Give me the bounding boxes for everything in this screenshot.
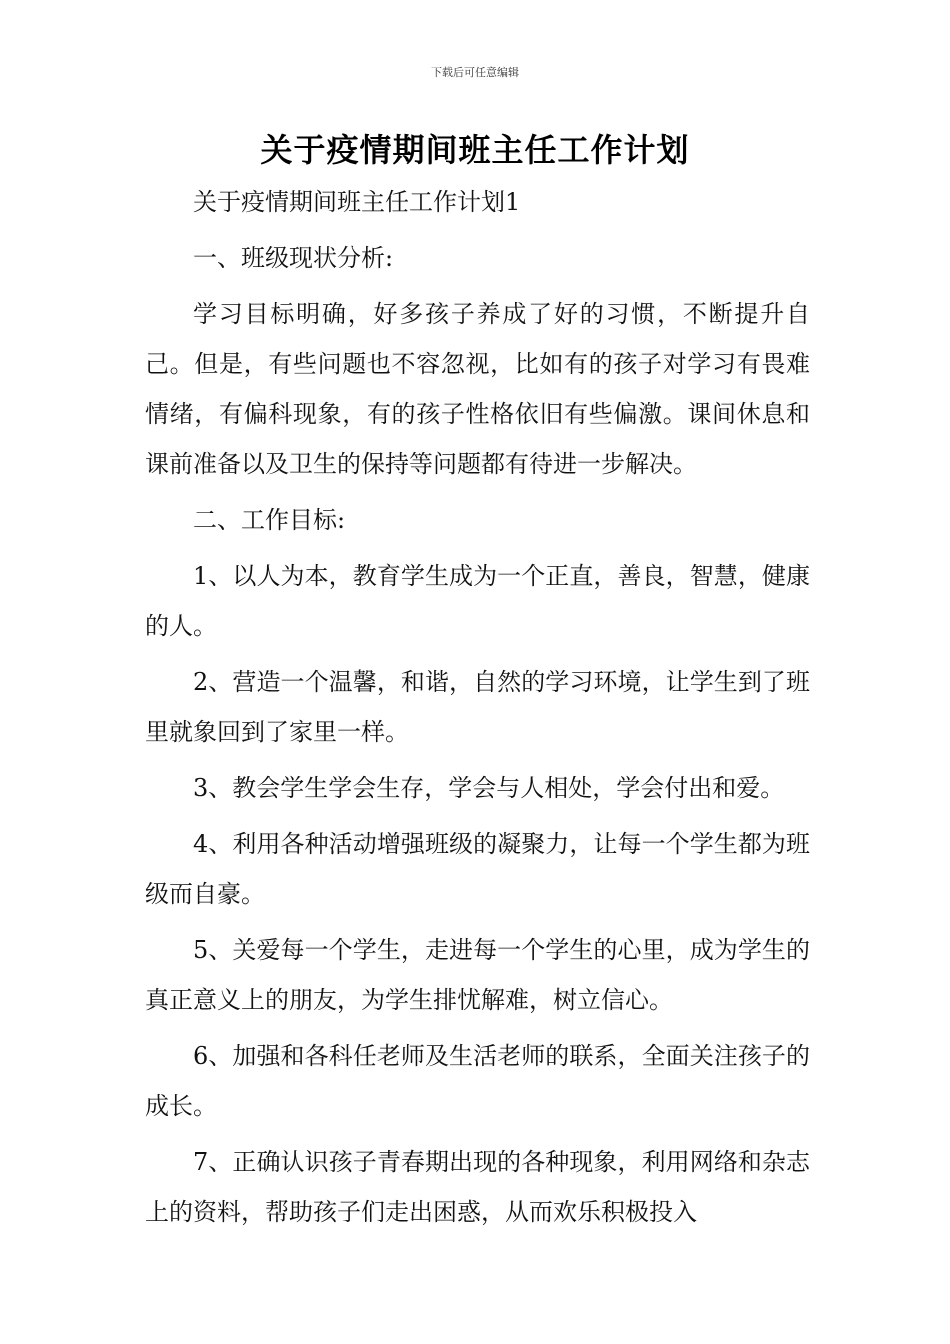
list-item: 7、正确认识孩子青春期出现的各种现象，利用网络和杂志上的资料，帮助孩子们走出困惑，从而欢乐积极投入 — [145, 1148, 810, 1226]
list-item: 5、关爱每一个学生，走进每一个学生的心里，成为学生的真正意义上的朋友，为学生排忧解难，树立信心。 — [145, 936, 810, 1014]
paragraph: 学习目标明确，好多孩子养成了好的习惯，不断提升自己。但是，有些问题也不容忽视，比如有的孩子对学习有畏难情绪，有偏科现象，有的孩子性格依旧有些偏激。课间休息和课前准备以及卫生的保持等问题都有待进一步解决。 — [145, 300, 810, 478]
list-item: 1、以人为本，教育学生成为一个正直，善良，智慧，健康的人。 — [145, 562, 810, 640]
list-item: 4、利用各种活动增强班级的凝聚力，让每一个学生都为班级而自豪。 — [145, 830, 810, 908]
list-item: 6、加强和各科任老师及生活老师的联系，全面关注孩子的成长。 — [145, 1042, 810, 1120]
document-body — [145, 177, 810, 1237]
list-item: 3、教会学生学会生存，学会与人相处，学会付出和爱。 — [193, 774, 785, 802]
section-heading: 二、工作目标: — [193, 506, 346, 534]
document-title: 关于疫情期间班主任工作计划 — [260, 131, 690, 169]
list-item: 2、营造一个温馨，和谐，自然的学习环境，让学生到了班里就象回到了家里一样。 — [145, 668, 810, 746]
section-heading: 关于疫情期间班主任工作计划1 — [193, 188, 521, 216]
header-note: 下载后可任意编辑 — [431, 66, 519, 79]
section-heading: 一、班级现状分析: — [193, 244, 394, 272]
